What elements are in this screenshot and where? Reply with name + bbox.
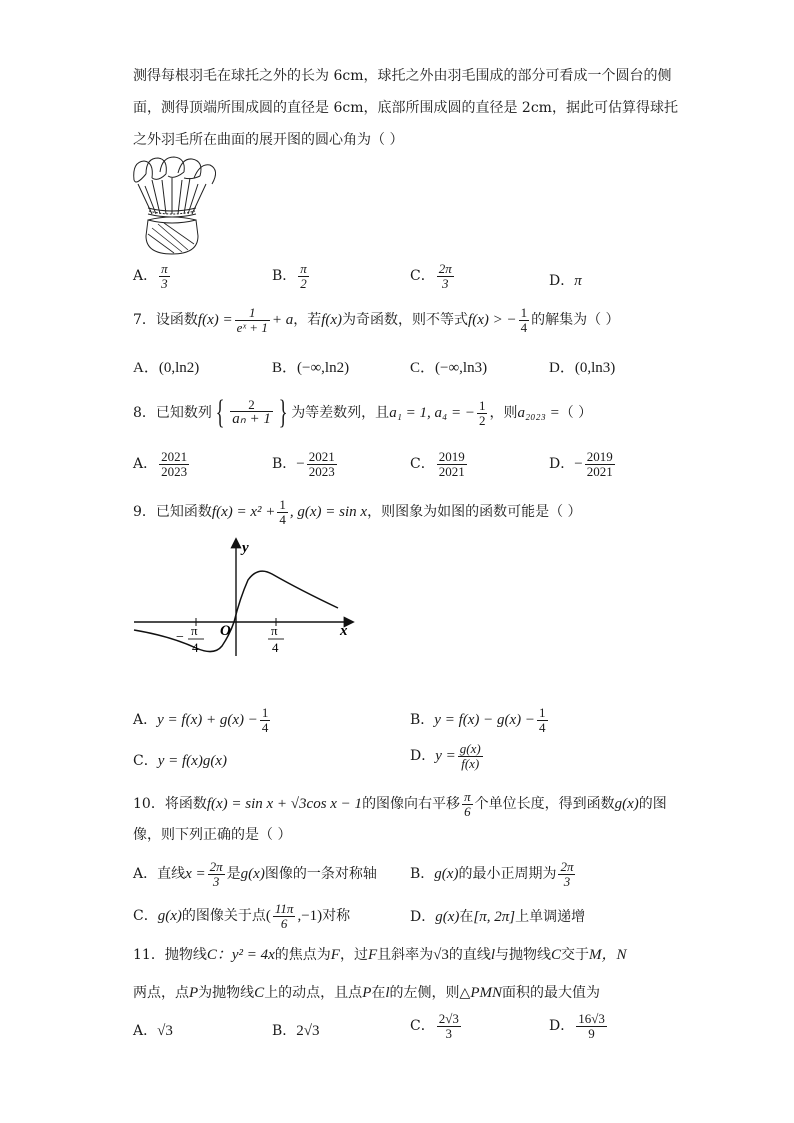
q6-option-c[interactable]: C． $\frac{2\pi}{3}$: [410, 261, 452, 291]
q6-line2: 面，测得顶端所围成圆的直径是 6cm，底部所围成圆的直径是 2cm，据此可估算得球托: [133, 100, 678, 116]
q10-option-c[interactable]: C．g(x)的图像关于点( $\frac{11\pi}{6}$ ,−1)对称: [133, 901, 351, 931]
q10-option-b[interactable]: B．g(x)的最小正周期为 $\frac{2\pi}{3}$: [410, 859, 574, 889]
q9-option-a[interactable]: A．y = f(x) + g(x) − $\frac{1}{4}$: [133, 705, 269, 735]
q6-option-b[interactable]: B． $\frac{\pi}{2}$: [272, 261, 307, 291]
q6-line1: 测得每根羽毛在球托之外的长为 6cm，球托之外由羽毛围成的部分可看成一个圆台的侧: [133, 68, 672, 84]
pos-tick-den: 4: [272, 640, 279, 655]
y-axis-label: y: [242, 540, 249, 556]
q9-option-b[interactable]: B．y = f(x) − g(x) − $\frac{1}{4}$: [410, 705, 546, 735]
q11-option-a[interactable]: A．√3: [133, 1023, 173, 1039]
q7-option-b[interactable]: B．(−∞,ln2): [272, 360, 350, 376]
q9-function-graph: [130, 536, 360, 660]
q10-option-a[interactable]: A．直线x = $\frac{2\pi}{3}$ 是g(x)图像的一条对称轴: [133, 859, 377, 889]
q11-option-b[interactable]: B．2√3: [272, 1023, 320, 1039]
q11-line2: 两点，点P为抛物线C上的动点，且点P在l的左侧，则△PMN面积的最大值为: [133, 985, 600, 1001]
q7-option-d[interactable]: D．(0,ln3): [549, 360, 616, 376]
q7-option-a[interactable]: A．(0,ln2): [133, 360, 200, 376]
q6-option-a[interactable]: A． $\frac{\pi}{3}$: [133, 261, 168, 291]
q8-option-b[interactable]: B．− $\frac{2021}{2023}$: [272, 449, 335, 479]
pos-tick-num: π: [271, 623, 278, 638]
neg-tick-den: 4: [192, 640, 199, 655]
q10-option-d[interactable]: D．g(x)在[π, 2π]上单调递增: [410, 909, 586, 925]
q6-line3: 之外羽毛所在曲面的展开图的圆心角为（ ）: [133, 132, 404, 148]
q8-option-a[interactable]: A． $\frac{2021}{2023}$: [133, 449, 188, 479]
q9-option-c[interactable]: C．y = f(x)g(x): [133, 753, 227, 769]
q8-stem: 8．已知数列 { $\frac{2}{\text{aₙ + 1}}$ } 为等差数列，且a₁ = 1, a₄ = − $\frac{1}{2}$ ，则a₂₀₂₃ =（ ）: [133, 394, 593, 431]
neg-tick-num: π: [191, 623, 198, 638]
q10-line2: 像，则下列正确的是（ ）: [133, 827, 292, 843]
x-axis-label: x: [340, 623, 348, 639]
q11-option-c[interactable]: C． $\frac{2√3}{3}$: [410, 1011, 459, 1041]
origin-label: O: [220, 623, 231, 639]
q11-line1: 11．抛物线C：y² = 4x的焦点为F，过F且斜率为√3的直线l与抛物线C交于M，N: [133, 947, 627, 963]
q9-stem: 9．已知函数f(x) = x² + $\frac{1}{4}$ , g(x) = sin x，则图象为如图的函数可能是（ ）: [133, 497, 582, 527]
q9-option-d[interactable]: D．y = $\frac{g(x)}{f(x)}$: [410, 741, 481, 771]
q11-option-d[interactable]: D． $\frac{16√3}{9}$: [549, 1011, 605, 1041]
q10-stem: 10．将函数f(x) = sin x + √3cos x − 1的图像向右平移 $\frac{\pi}{6}$ 个单位长度，得到函数g(x)的图: [133, 789, 667, 819]
neg-tick-sign: −: [176, 630, 184, 645]
q8-option-c[interactable]: C． $\frac{2019}{2021}$: [410, 449, 465, 479]
q7-option-c[interactable]: C．(−∞,ln3): [410, 360, 488, 376]
q6-option-d[interactable]: D．π: [549, 273, 582, 289]
q8-option-d[interactable]: D．− $\frac{2019}{2021}$: [549, 449, 613, 479]
q7-stem: 7．设函数f(x) = $\frac{1}{\text{eˣ + 1}}$ + a，若f(x)为奇函数，则不等式f(x) > − $\frac{1}{4}$ 的解集为（ ）: [133, 305, 620, 335]
shuttlecock-image: [128, 156, 220, 258]
